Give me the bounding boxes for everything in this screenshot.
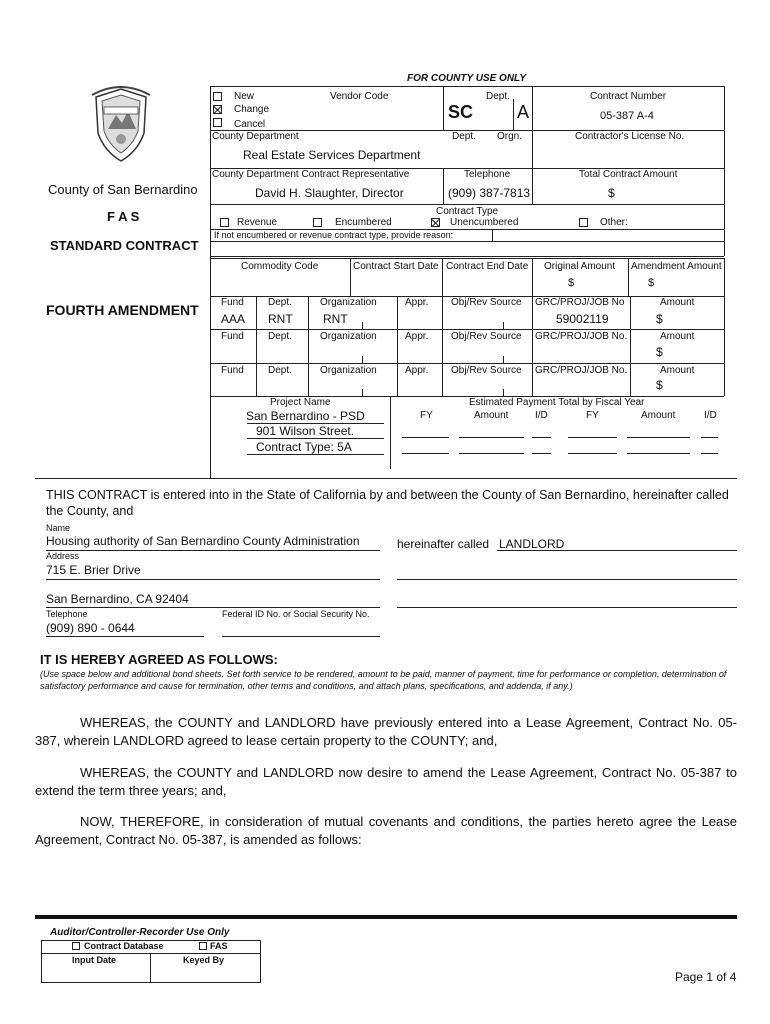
end-date-label: Contract End Date bbox=[446, 261, 529, 272]
federal-id-label: Federal ID No. or Social Security No. bbox=[222, 609, 370, 619]
row2-amount: $ bbox=[656, 345, 663, 359]
unencumbered-label: Unencumbered bbox=[450, 217, 519, 228]
whereas-paragraph-2: WHEREAS, the COUNTY and LANDLORD now desire to amend the Lease Agreement, Contract No. 05-387 to extend the term three years; and, bbox=[35, 765, 737, 798]
change-checkbox[interactable] bbox=[213, 105, 222, 114]
fas-label: F A S bbox=[107, 209, 140, 224]
dept-label-1: Dept. bbox=[268, 297, 292, 308]
organization-label-3: Organization bbox=[320, 365, 377, 376]
orgn-label: Orgn. bbox=[497, 131, 523, 142]
vendor-dept-label: Dept. bbox=[486, 91, 510, 102]
other-checkbox[interactable] bbox=[579, 218, 588, 227]
rep-telephone-label: Telephone bbox=[464, 169, 511, 180]
intro-text: THIS CONTRACT is entered into in the State of California by and between the County of San Bernardino, hereinafter called the County, and bbox=[46, 488, 729, 518]
vendor-code-label: Vendor Code bbox=[330, 91, 389, 102]
grc-label-2: GRC/PROJ/JOB No. bbox=[535, 331, 628, 342]
appr-label-2: Appr. bbox=[405, 331, 429, 342]
vendor-sc: SC bbox=[448, 102, 474, 122]
appr-label-3: Appr. bbox=[405, 365, 429, 376]
estimated-payment-label: Estimated Payment Total by Fiscal Year bbox=[469, 397, 645, 408]
auditor-use-only: Auditor/Controller-Recorder Use Only bbox=[50, 927, 230, 938]
grc-label-1: GRC/PROJ/JOB No bbox=[535, 297, 625, 308]
whereas-paragraph-1: WHEREAS, the COUNTY and LANDLORD have previously entered into a Lease Agreement, Contract No. 05-387, wherein LANDLORD agreed to lease certain property to the COUNTY; and, bbox=[35, 715, 737, 748]
party-telephone: (909) 890 - 0644 bbox=[46, 621, 135, 635]
project-name-label: Project Name bbox=[270, 397, 331, 408]
total-amount-value: $ bbox=[608, 186, 615, 200]
address-label: Address bbox=[46, 551, 80, 561]
fund-label-2: Fund bbox=[221, 331, 244, 342]
amount-label-3: Amount bbox=[660, 365, 695, 376]
fy-label-1: FY bbox=[420, 410, 433, 421]
row1-dept: RNT bbox=[268, 312, 293, 326]
objrev-label-2: Obj/Rev Source bbox=[451, 331, 522, 342]
objrev-label-1: Obj/Rev Source bbox=[451, 297, 522, 308]
total-amount-label: Total Contract Amount bbox=[579, 169, 678, 180]
contract-number: 05-387 A-4 bbox=[600, 110, 654, 122]
revenue-label: Revenue bbox=[237, 217, 278, 228]
party-address-2: San Bernardino, CA 92404 bbox=[46, 592, 189, 606]
est-amount-label-2: Amount bbox=[641, 410, 676, 421]
amount-label-1: Amount bbox=[660, 297, 695, 308]
encumbered-checkbox[interactable] bbox=[313, 218, 322, 227]
fund-label-3: Fund bbox=[221, 365, 244, 376]
county-name: County of San Bernardino bbox=[48, 182, 198, 197]
representative-telephone: (909) 387-7813 bbox=[448, 186, 531, 200]
amount-label-2: Amount bbox=[660, 331, 695, 342]
id-label-2: I/D bbox=[704, 410, 717, 421]
objrev-label-3: Obj/Rev Source bbox=[451, 365, 522, 376]
dept-label: Dept. bbox=[452, 131, 476, 142]
contract-database-checkbox[interactable] bbox=[72, 942, 80, 950]
reason-label: If not encumbered or revenue contract type, provide reason: bbox=[214, 230, 454, 240]
representative-name: David H. Slaughter, Director bbox=[255, 186, 404, 200]
cancel-label: Cancel bbox=[234, 119, 266, 130]
dept-label-2: Dept. bbox=[268, 331, 292, 342]
telephone-label: Telephone bbox=[46, 609, 88, 619]
page-number: Page 1 of 4 bbox=[675, 970, 737, 984]
county-department: Real Estate Services Department bbox=[243, 148, 421, 162]
id-label-1: I/D bbox=[535, 410, 548, 421]
organization-label-1: Organization bbox=[320, 297, 377, 308]
project-line-1: San Bernardino - PSD bbox=[246, 409, 365, 423]
representative-label: County Department Contract Representative bbox=[212, 169, 410, 180]
project-line-3: Contract Type: 5A bbox=[256, 440, 352, 454]
license-label: Contractor's License No. bbox=[575, 131, 685, 142]
new-checkbox[interactable] bbox=[213, 92, 222, 101]
amendment-amount-value: $ bbox=[648, 277, 655, 289]
unencumbered-checkbox[interactable] bbox=[431, 218, 440, 227]
est-amount-label-1: Amount bbox=[474, 410, 509, 421]
commodity-code-label: Commodity Code bbox=[241, 261, 319, 272]
keyed-by-label: Keyed By bbox=[183, 955, 225, 965]
row1-fund: AAA bbox=[221, 312, 246, 326]
row3-amount: $ bbox=[656, 378, 663, 392]
cancel-checkbox[interactable] bbox=[213, 118, 222, 127]
agreement-heading: IT IS HEREBY AGREED AS FOLLOWS: bbox=[40, 652, 278, 667]
fy-label-2: FY bbox=[586, 410, 599, 421]
now-therefore-paragraph: NOW, THEREFORE, in consideration of mutual covenants and conditions, the parties hereto agree the Lease Agreement, Contract No. 05-387, is amended as follows: bbox=[35, 814, 737, 847]
start-date-label: Contract Start Date bbox=[353, 261, 439, 272]
amendment-amount-label: Amendment Amount bbox=[631, 261, 722, 272]
landlord-label: LANDLORD bbox=[499, 537, 565, 551]
contract-database-label: Contract Database bbox=[84, 941, 164, 951]
grc-label-3: GRC/PROJ/JOB No. bbox=[535, 365, 628, 376]
new-label: New bbox=[234, 91, 255, 102]
party-address-1: 715 E. Brier Drive bbox=[46, 563, 141, 577]
county-use-only: FOR COUNTY USE ONLY bbox=[407, 73, 527, 84]
original-amount-label: Original Amount bbox=[544, 261, 616, 272]
amendment-title: FOURTH AMENDMENT bbox=[46, 302, 199, 318]
row1-org: RNT bbox=[323, 312, 348, 326]
appr-label-1: Appr. bbox=[405, 297, 429, 308]
vendor-dept-value: A bbox=[517, 102, 530, 122]
agreement-instructions: (Use space below and additional bond sheets. Set forth service to be rendered, amount to be paid, manner of payment, time for performance or completion, determination of satisfactory performance and cause for termination, other terms and conditions, and attach plans, specifications, and addenda, if any.) bbox=[40, 669, 727, 691]
contract-type-label: Contract Type bbox=[436, 206, 499, 217]
county-department-label: County Department bbox=[212, 131, 299, 142]
organization-label-2: Organization bbox=[320, 331, 377, 342]
county-seal bbox=[86, 85, 156, 165]
standard-contract-label: STANDARD CONTRACT bbox=[50, 238, 199, 253]
name-label: Name bbox=[46, 523, 71, 533]
other-label: Other: bbox=[600, 217, 628, 228]
row1-grc: 59002119 bbox=[556, 312, 609, 326]
input-date-label: Input Date bbox=[72, 955, 116, 965]
change-label: Change bbox=[234, 104, 270, 115]
contract-number-label: Contract Number bbox=[590, 91, 667, 102]
encumbered-label: Encumbered bbox=[335, 217, 392, 228]
project-line-2: 901 Wilson Street. bbox=[256, 424, 355, 438]
fund-label-1: Fund bbox=[221, 297, 244, 308]
fas-footer-label: FAS bbox=[210, 941, 228, 951]
fas-checkbox[interactable] bbox=[199, 942, 207, 950]
hereinafter-label: hereinafter called bbox=[397, 537, 490, 551]
row1-amount: $ bbox=[656, 312, 663, 326]
dept-label-3: Dept. bbox=[268, 365, 292, 376]
footer-rule bbox=[35, 915, 737, 919]
original-amount-value: $ bbox=[568, 277, 575, 289]
party-name: Housing authority of San Bernardino County Administration bbox=[46, 534, 360, 548]
revenue-checkbox[interactable] bbox=[220, 218, 229, 227]
